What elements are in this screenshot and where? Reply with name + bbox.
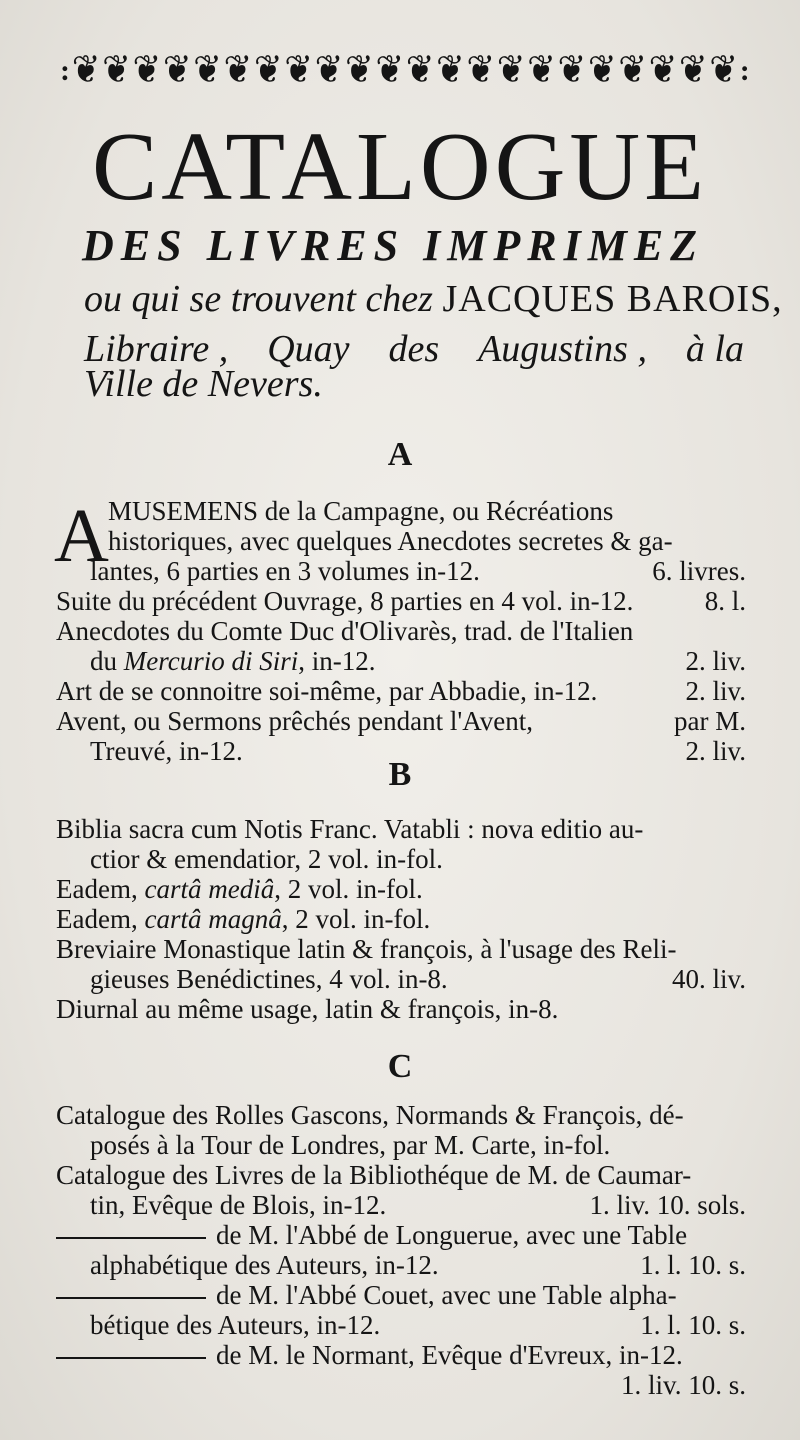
entry-line [56,814,746,844]
entry-text: alphabétique des Auteurs, in-12. [90,1250,439,1280]
entry-price: par M. [674,706,746,736]
section-a-entries [56,496,746,766]
fleuron-icon: ❦ [102,49,131,92]
ditto-rule [56,1357,206,1359]
fleuron-icon: ❦ [223,49,253,92]
entry-line [56,904,746,934]
section-b-entries [56,814,746,1024]
entry-line [56,1310,746,1340]
page-subtitle: DES LIVRES IMPRIMEZ [82,221,705,270]
catalogue-entry [56,934,746,994]
entry-line [56,1340,746,1370]
entry-text: Anecdotes du Comte Duc d'Olivarès, trad. de l'Italien [56,616,634,646]
entry-line [56,1280,746,1310]
section-letter-a: A [387,436,413,473]
entry-line [56,586,746,616]
fleuron-icon: ❦ [436,49,465,92]
entry-text: du [90,646,117,676]
entry-line [56,496,746,526]
entry-text: , in-12. [298,646,376,676]
entry-text: Avent, ou Sermons prêchés pendant l'Avent, [56,706,533,736]
entry-price: 2. liv. [685,646,746,676]
entry-text: Treuvé, in-12. [90,736,243,766]
entry-price: 1. liv. 10. sols. [589,1190,746,1220]
fleuron-icon: ❦ [557,49,587,92]
ornament-dots: : [739,54,750,87]
catalogue-entry [56,1220,746,1280]
entry-text: Catalogue des Livres de la Bibliothéque de M. de Caumar- [56,1160,692,1190]
entry-text: , 2 vol. in-fol. [274,874,423,904]
entry-price: 1. l. 10. s. [640,1250,746,1280]
entry-line [56,1220,746,1250]
catalogue-entry [56,904,746,934]
fleuron-icon: ❦ [345,49,374,92]
publisher-word: des [388,328,440,370]
section-letter-b: B [388,756,412,793]
entry-line [56,994,746,1024]
publisher-word: Quay [267,328,350,370]
catalogue-entry [56,1100,746,1160]
entry-line [56,676,746,706]
entry-text: historiques, avec quelques Anecdotes secretes & ga- [108,526,673,556]
ditto-rule [56,1297,206,1299]
fleuron-icon: ❦ [284,49,313,92]
section-c-entries [56,1100,746,1400]
fleuron-icon: ❦ [648,49,678,92]
entry-line [56,1160,746,1190]
fleuron-icon: ❦ [587,49,617,92]
fleuron-icon: ❦ [527,49,556,92]
entry-line [56,1250,746,1280]
entry-line [56,646,746,676]
publisher-city: Ville de Nevers. [84,363,323,405]
fleuron-icon: ❦ [162,49,192,92]
entry-line [56,526,746,556]
entry-text: de M. le Normant, Evêque d'Evreux, in-12. [216,1340,683,1370]
entry-text: lantes, 6 parties en 3 volumes in-12. [90,556,480,586]
entry-text: Suite du précédent Ouvrage, 8 parties en 4 vol. in-12. [56,586,634,616]
catalogue-entry [56,586,746,616]
fleuron-icon: ❦ [466,49,496,92]
entry-price: 2. liv. [685,736,746,766]
publisher-line-1 [84,278,783,320]
entry-line [56,964,746,994]
entry-text: de M. l'Abbé de Longuerue, avec une Table [216,1220,688,1250]
catalogue-entry [56,1160,746,1220]
fleuron-icon: ❦ [709,49,738,92]
drop-cap: A [54,494,109,578]
entry-line [56,706,746,736]
fleuron-icon: ❦ [618,49,647,92]
entry-text: Breviaire Monastique latin & françois, à l'usage des Reli- [56,934,677,964]
entry-line [56,1190,746,1220]
entry-italic: Mercurio di Siri [123,646,299,676]
fleuron-icon: ❦ [254,49,283,92]
publisher-word: Augustins , [478,328,647,370]
entry-line [56,934,746,964]
entry-text: tin, Evêque de Blois, in-12. [90,1190,387,1220]
fleuron-icon: ❦ [496,49,526,92]
entry-price: 8. l. [704,586,746,616]
catalogue-entry [56,1280,746,1340]
publisher-name: JACQUES BAROIS, [442,278,783,320]
entry-price: 1. liv. 10. s. [620,1370,746,1400]
entry-text: Diurnal au même usage, latin & françois, in-8. [56,994,559,1024]
fleuron-icon: ❦ [375,49,404,92]
entry-text: bétique des Auteurs, in-12. [90,1310,381,1340]
catalogue-entry [56,616,746,676]
catalogue-entry [56,994,746,1024]
entry-text: posés à la Tour de Londres, par M. Carte, in-fol. [90,1130,611,1160]
entry-text: , 2 vol. in-fol. [281,904,431,934]
entry-line [56,1100,746,1130]
catalogue-entry [56,496,746,586]
entry-text: Catalogue des Rolles Gascons, Normands & François, dé- [56,1100,684,1130]
entry-italic: cartâ mediâ [144,874,275,904]
entry-line [56,616,746,646]
fleuron-icon: ❦ [679,49,708,92]
entry-price: 2. liv. [685,676,746,706]
section-letter-c: C [387,1048,413,1085]
entry-italic: cartâ magnâ [144,904,282,934]
entry-text: Eadem, [56,904,138,934]
entry-line [56,1130,746,1160]
fleuron-icon: ❦ [132,49,162,92]
fleuron-icon: ❦ [71,49,101,92]
entry-line [56,556,746,586]
entry-text: Eadem, [56,874,138,904]
entry-line [56,874,746,904]
entry-text: MUSEMENS de la Campagne, ou Récréations [108,496,614,526]
entry-text: de M. l'Abbé Couet, avec une Table alpha- [216,1280,677,1310]
publisher-word: Libraire , [84,328,229,370]
fleuron-icon: ❦ [314,49,344,92]
entry-line [56,844,746,874]
catalogue-entry [56,676,746,706]
entry-text: Art de se connoitre soi-même, par Abbadie, in-12. [56,676,598,706]
entry-price: 40. liv. [672,964,746,994]
ditto-rule [56,1237,206,1239]
publisher-prefix: ou qui se trouvent chez [84,278,433,320]
entry-text: Biblia sacra cum Notis Franc. Vatabli : nova editio au- [56,814,644,844]
catalogue-entry [56,814,746,874]
publisher-word: à la [685,328,744,370]
entry-price: 6. livres. [652,556,746,586]
entry-price: 1. l. 10. s. [640,1310,746,1340]
entry-text: ctior & emendatior, 2 vol. in-fol. [90,844,443,874]
catalogue-entry [56,874,746,904]
catalogue-entry [56,1340,746,1400]
entry-text: gieuses Benédictines, 4 vol. in-8. [90,964,448,994]
fleuron-icon: ❦ [405,49,435,92]
ornament-dots: : [60,54,70,87]
page-title: CATALOGUE [91,113,709,221]
publisher-line-3 [84,365,754,403]
entry-line [56,1370,746,1400]
ornamental-border [60,42,750,100]
fleuron-icon: ❦ [193,49,222,92]
